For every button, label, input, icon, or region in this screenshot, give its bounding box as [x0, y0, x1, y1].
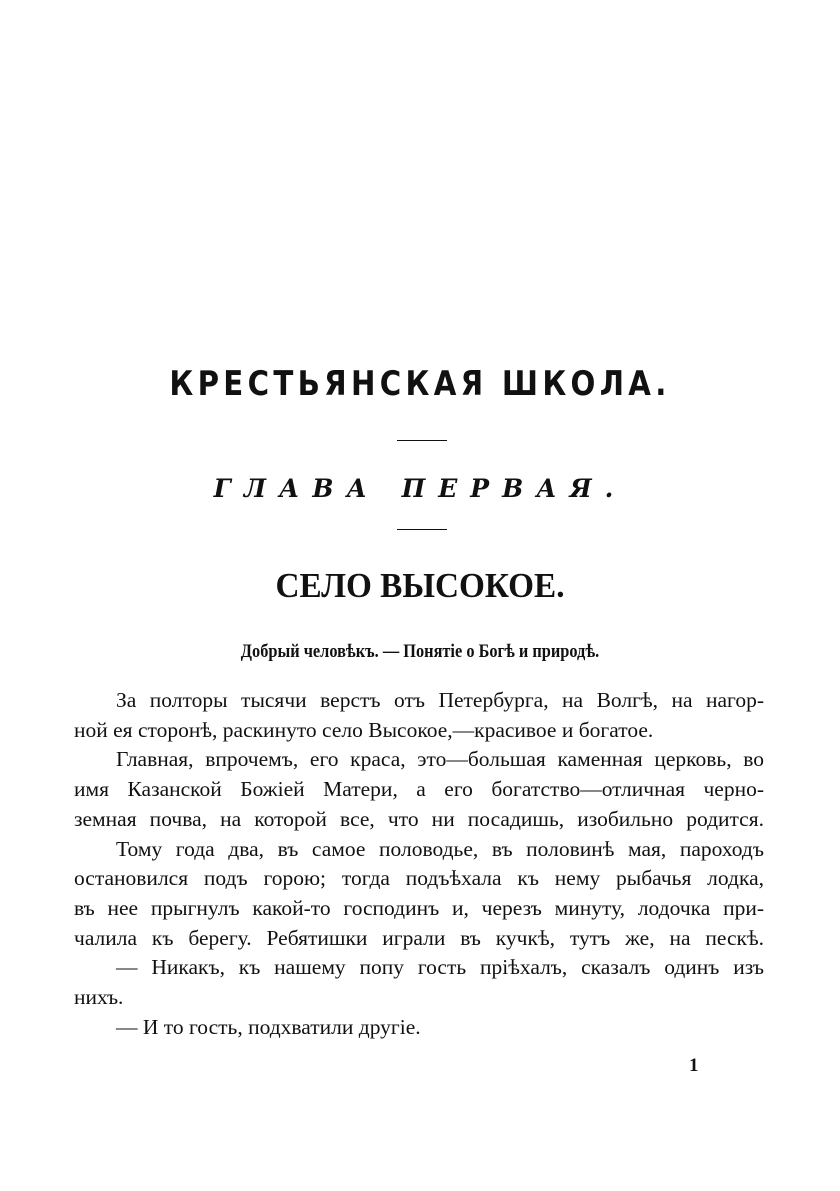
- paragraph: [116, 1013, 764, 1043]
- paragraph: [74, 835, 764, 954]
- text-line: остановился подъ горою; тогда подъѣхала къ нему рыбачья лодка,: [74, 866, 764, 891]
- text-line: За полторы тысячи верстъ отъ Петербурга, на Волгѣ, на нагор-: [116, 688, 764, 712]
- text-line: Главная, впрочемъ, его краса, это—большая каменная церковь, во: [116, 747, 764, 772]
- body-text: [74, 686, 764, 1042]
- paragraph: [74, 745, 764, 834]
- text-line: нихъ.: [74, 985, 124, 1010]
- text-line: земная почва, на которой все, что ни посадишь, изобильно родится.: [74, 806, 764, 831]
- text-line: Тому года два, въ самое половодье, въ половинѣ мая, пароходъ: [116, 836, 764, 861]
- section-title: СЕЛО ВЫСОКОЕ.: [275, 566, 565, 605]
- paragraph: [74, 686, 764, 745]
- text-line: чалила къ берегу. Ребятишки играли въ кучкѣ, тутъ же, на пескѣ.: [74, 925, 764, 950]
- text-line: имя Казанской Божіей Матери, а его богатство—отличная черно-: [74, 777, 764, 802]
- section-subtitle: Добрый человѣкъ. — Понятіе о Богѣ и природѣ.: [240, 641, 600, 662]
- chapter-heading: ГЛАВА ПЕРВАЯ.: [213, 474, 627, 503]
- text-line: — И то гость, подхватили другіе.: [116, 1014, 421, 1039]
- text-line: — Никакъ, къ нашему попу гость пріѣхалъ, сказалъ одинъ изъ: [116, 955, 764, 980]
- divider-rule-bottom: [397, 529, 447, 530]
- page-number: 1: [689, 1055, 699, 1076]
- paragraph: [74, 953, 764, 1012]
- divider-rule-top: [397, 440, 447, 441]
- book-title: КРЕСТЬЯНСКАЯ ШКОЛА.: [169, 364, 671, 404]
- text-line: ной ея сторонѣ, раскинуто село Высокое,—красивое и богатое.: [74, 717, 654, 742]
- text-line: въ нее прыгнулъ какой-то господинъ и, черезъ минуту, лодочка при-: [74, 895, 764, 920]
